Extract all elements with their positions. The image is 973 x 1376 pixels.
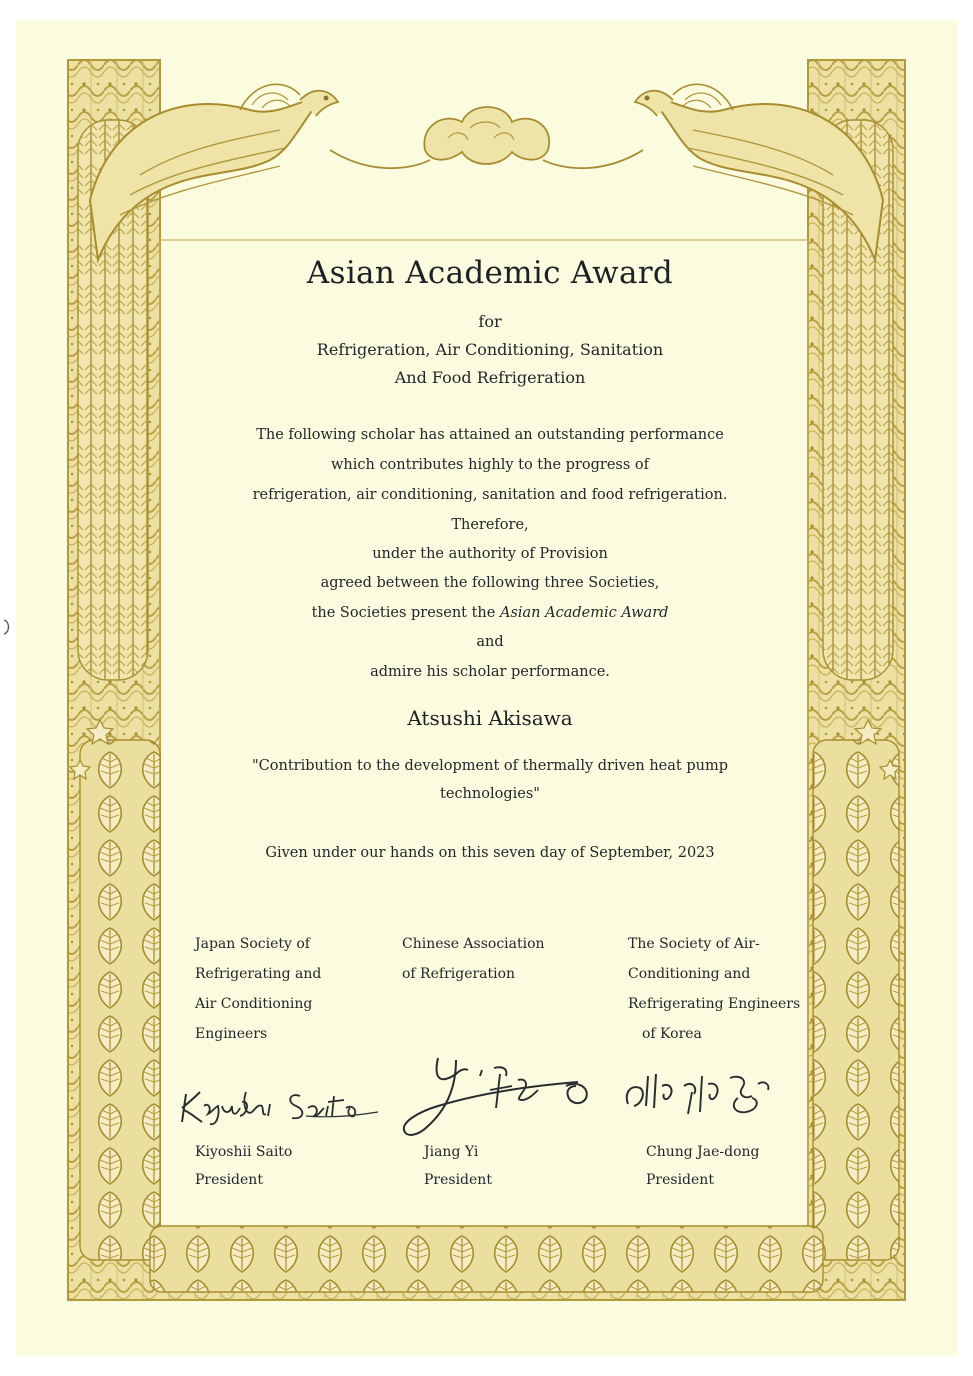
body-line-8: and (476, 634, 504, 650)
body-line-5: under the authority of Provision (372, 546, 608, 562)
society-name-line: Refrigerating Engineers (628, 996, 801, 1012)
signature-chung-jae-dong (618, 1054, 788, 1134)
society-name-line: Japan Society of (195, 936, 310, 952)
body-line-9: admire his scholar performance. (370, 664, 610, 680)
signer-role: President (424, 1172, 492, 1188)
society-name-line: Air Conditioning (195, 996, 313, 1012)
body-line-4: Therefore, (451, 517, 529, 533)
scan-edge-mark-icon (2, 618, 14, 636)
society-name-line: Refrigerating and (195, 966, 322, 982)
signer-japan (195, 1138, 292, 1194)
signature-jiang-yi (398, 1046, 608, 1146)
award-subtitle-line-1: Refrigeration, Air Conditioning, Sanitation (316, 340, 664, 359)
award-name-italic: Asian Academic Award (499, 605, 669, 621)
society-name-line: of Korea (642, 1026, 702, 1042)
signature-kiyoshi-saito (178, 1072, 388, 1128)
recipient-name: Atsushi Akisawa (407, 706, 573, 730)
body-line-1: The following scholar has attained an outstanding performance (256, 427, 724, 443)
signer-china (424, 1138, 492, 1194)
society-korea-name (628, 929, 800, 1049)
society-name-line: The Society of Air- (628, 936, 760, 952)
body-line-7 (160, 605, 820, 621)
signer-name: Chung Jae-dong (646, 1144, 760, 1160)
for-line: for (478, 312, 502, 331)
body-line-7-prefix: the Societies present the (311, 605, 496, 621)
society-name-line: Engineers (195, 1026, 268, 1042)
citation-line-2: technologies" (440, 786, 540, 802)
signer-name: Jiang Yi (424, 1144, 479, 1160)
society-japan-name (195, 929, 321, 1049)
signer-korea (646, 1138, 760, 1194)
citation-line-1: "Contribution to the development of thermally driven heat pump (252, 758, 728, 774)
signer-role: President (195, 1172, 263, 1188)
body-line-2: which contributes highly to the progress of (330, 457, 649, 473)
cloud-crest-icon (424, 107, 549, 164)
body-line-6: agreed between the following three Societies, (320, 575, 660, 591)
body-line-3: refrigeration, air conditioning, sanitation and food refrigeration. (252, 487, 728, 503)
award-title: Asian Academic Award (306, 255, 674, 291)
society-name-line: of Refrigeration (402, 966, 516, 982)
given-date-line: Given under our hands on this seven day of September, 2023 (265, 845, 715, 861)
award-subtitle-line-2: And Food Refrigeration (394, 368, 586, 387)
society-china-name (402, 929, 545, 989)
signer-name: Kiyoshii Saito (195, 1144, 293, 1160)
society-name-line: Conditioning and (628, 966, 751, 982)
society-name-line: Chinese Association (402, 936, 545, 952)
signer-role: President (646, 1172, 714, 1188)
